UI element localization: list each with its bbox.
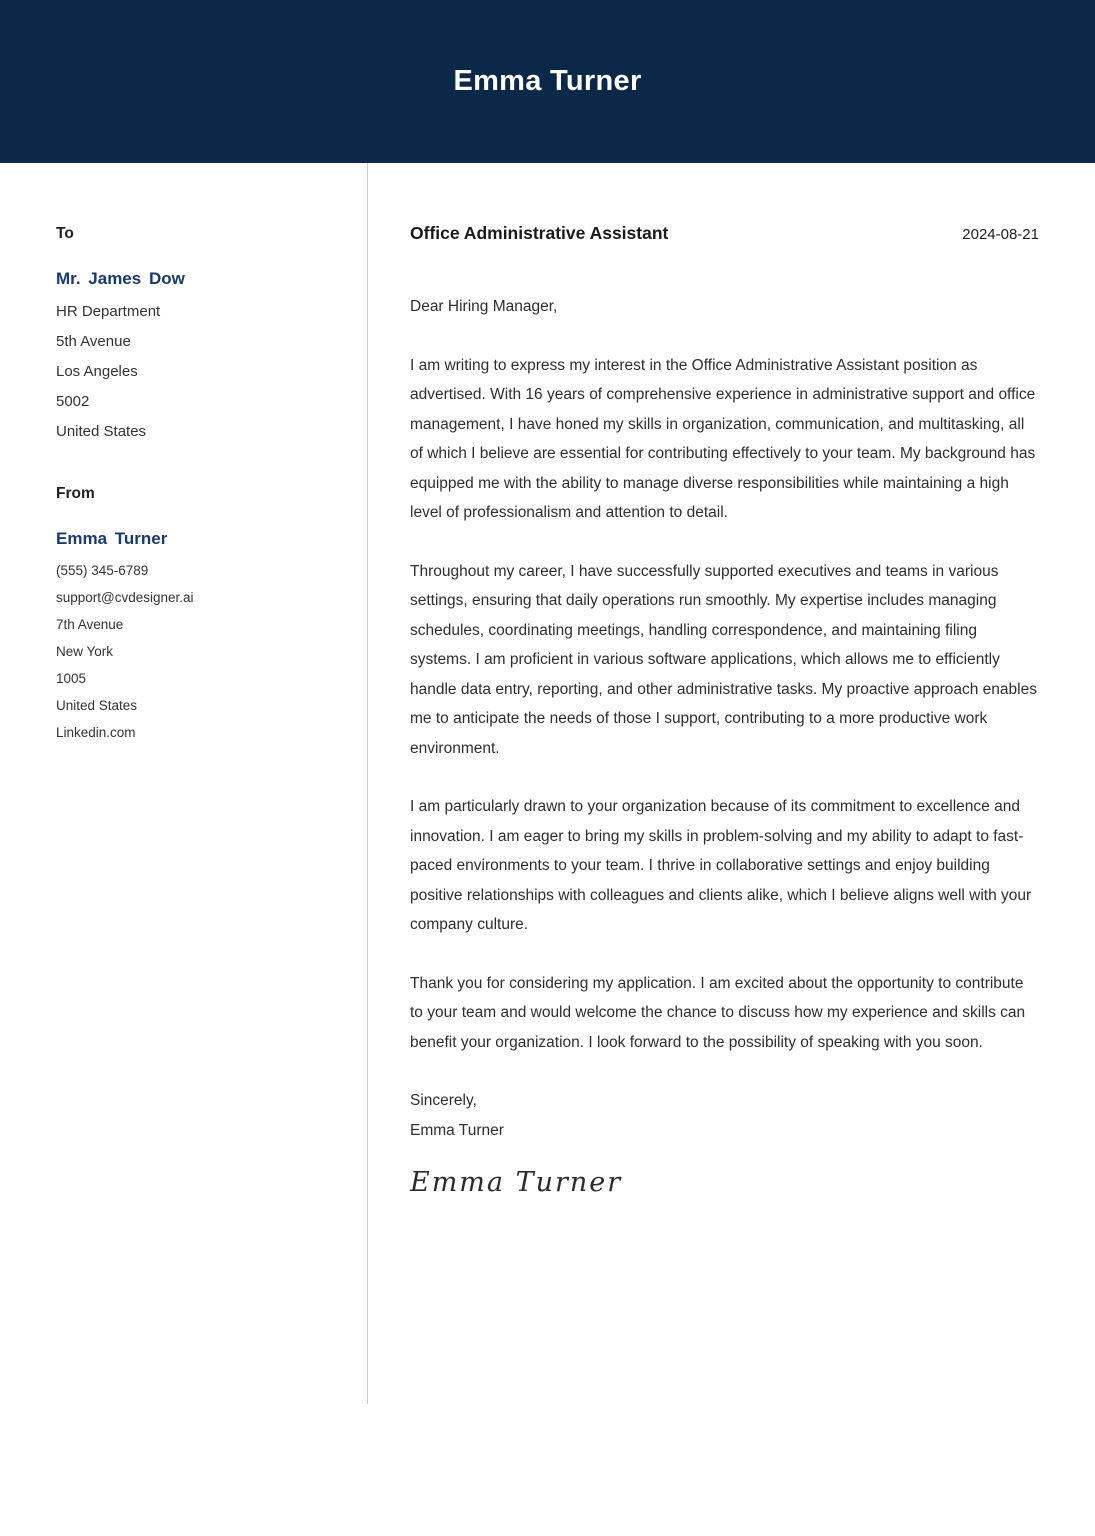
paragraph: I am writing to express my interest in the Office Administrative Assistant position as advertised. With 16 years of comprehensive experience in administrative support and office management, I have honed my skills in organization, communication, and multitasking, all of which I believe are essential for contributing effectively to your team. My background has equipped me with the ability to manage diverse responsibilities while maintaining a high level of professionalism and attention to detail. [410, 356, 1036, 521]
sender-address-line: 1005 [56, 671, 87, 686]
sender-name: Emma Turner [56, 529, 168, 548]
letter-header [0, 0, 1095, 163]
paragraph: Thank you for considering my application. I am excited about the opportunity to contribute to your team and would welcome the chance to discuss how my experience and skills can benefit your organization. I look forward to the possibility of speaking with you soon. [410, 974, 1026, 1051]
recipient-address-line: 5002 [56, 393, 90, 410]
letter-title-row [410, 223, 1039, 244]
letter-main [367, 163, 1095, 1198]
job-title: Office Administrative Assistant [410, 223, 669, 243]
sender-section [56, 485, 337, 746]
recipient-address-line: United States [56, 423, 147, 440]
paragraph: I am particularly drawn to your organization because of its commitment to excellence and innovation. I am eager to bring my skills in problem-solving and my ability to adapt to fast-paced environments to your team. I thrive in collaborative settings and enjoy building positive relationships with colleagues and clients alike, which I believe aligns well with your company culture. [410, 798, 1032, 933]
recipient-address-line: Los Angeles [56, 363, 138, 380]
signature: Emma Turner [410, 1167, 623, 1198]
recipient-address-line: HR Department [56, 303, 161, 320]
salutation: Dear Hiring Manager, [410, 298, 558, 315]
sender-address-line: New York [56, 644, 114, 659]
content-area [0, 163, 1095, 1198]
recipient-address-line: 5th Avenue [56, 333, 131, 350]
to-heading: To [56, 225, 74, 242]
sender-linkedin: Linkedin.com [56, 725, 136, 740]
closing-phrase: Sincerely, [410, 1092, 477, 1109]
vertical-divider [367, 163, 368, 1404]
letter-date: 2024-08-21 [962, 226, 1039, 243]
sender-address-line: 7th Avenue [56, 617, 124, 632]
paragraph: Throughout my career, I have successfully supported executives and teams in various settings, ensuring that daily operations run smoothly. My expertise includes managing schedules, coordinating meetings, handling correspondence, and maintaining filing systems. I am proficient in various software applications, which allows me to efficiently handle data entry, reporting, and other administrative tasks. My proactive approach enables me to anticipate the needs of those I support, contributing to a more productive work environment. [410, 562, 1037, 757]
letter-body [410, 292, 1039, 1198]
recipient-name: Mr. James Dow [56, 269, 185, 288]
sender-phone: (555) 345-6789 [56, 563, 149, 578]
closing-block [410, 1086, 1039, 1145]
sender-address-line: United States [56, 698, 138, 713]
sender-email: support@cvdesigner.ai [56, 590, 194, 605]
sidebar [0, 163, 367, 746]
sender-contact-list [56, 557, 337, 746]
recipient-address [56, 297, 337, 447]
from-heading: From [56, 485, 95, 502]
closing-name: Emma Turner [410, 1121, 504, 1139]
page-title: Emma Turner [453, 65, 642, 97]
recipient-section [56, 225, 337, 447]
